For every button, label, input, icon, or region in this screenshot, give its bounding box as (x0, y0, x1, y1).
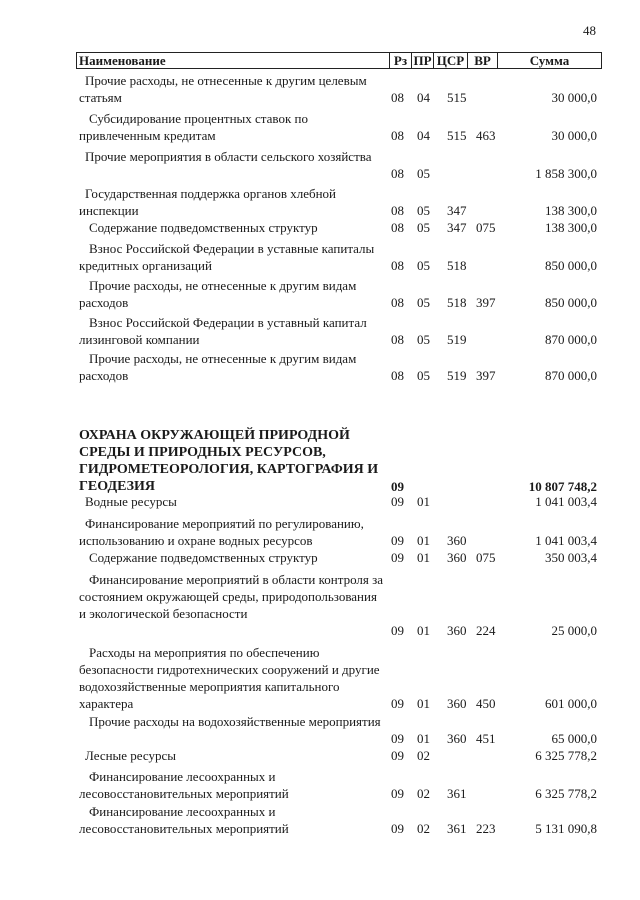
row-pr: 02 (417, 786, 430, 801)
row-sum: 870 000,0 (545, 368, 597, 383)
row-name: Содержание подведомственных структур (89, 550, 318, 565)
row-pr: 01 (417, 731, 430, 746)
row-pr: 02 (417, 821, 430, 836)
row-name: Финансирование лесоохранных и лесовосстановительных мероприятий (79, 804, 289, 836)
row-rz: 09 (391, 623, 404, 638)
row-rz: 08 (391, 332, 404, 347)
row-pr: 05 (417, 203, 430, 218)
header-vr: ВР (467, 53, 497, 68)
row-vr: 224 (476, 623, 496, 638)
row-vr: 397 (476, 295, 496, 310)
row-pr: 01 (417, 696, 430, 711)
row-sum: 870 000,0 (545, 332, 597, 347)
row-sum: 65 000,0 (551, 731, 597, 746)
row-pr: 04 (417, 90, 430, 105)
row-name: Взнос Российской Федерации в уставный капитал лизинговой компании (79, 315, 367, 347)
row-name: Прочие мероприятия в области сельского хозяйства (85, 149, 372, 164)
row-vr: 075 (476, 550, 496, 565)
row-sum: 850 000,0 (545, 258, 597, 273)
row-vr: 450 (476, 696, 496, 711)
row-sum: 138 300,0 (545, 203, 597, 218)
row-sum: 6 325 778,2 (535, 748, 597, 763)
row-sum: 138 300,0 (545, 220, 597, 235)
row-name: Водные ресурсы (85, 494, 177, 509)
row-rz: 08 (391, 128, 404, 143)
row-pr: 01 (417, 494, 430, 509)
row-name: Финансирование мероприятий по регулированию, использованию и охране водных ресурсов (79, 516, 364, 548)
row-sum: 1 858 300,0 (535, 166, 597, 181)
row-sum: 1 041 003,4 (535, 533, 597, 548)
row-name: Прочие расходы, не отнесенные к другим видам расходов (79, 278, 357, 310)
row-csr: 518 (447, 258, 467, 273)
row-sum: 850 000,0 (545, 295, 597, 310)
row-csr: 360 (447, 731, 467, 746)
row-rz: 09 (391, 494, 404, 509)
row-sum: 30 000,0 (551, 90, 597, 105)
section-title: ОХРАНА ОКРУЖАЮЩЕЙ ПРИРОДНОЙ СРЕДЫ И ПРИРОДНЫХ РЕСУРСОВ, ГИДРОМЕТЕОРОЛОГИЯ, КАРТОГРАФИЯ И ГЕОДЕЗИЯ (79, 428, 379, 494)
row-rz: 08 (391, 295, 404, 310)
row-rz: 09 (391, 550, 404, 565)
row-sum: 6 325 778,2 (535, 786, 597, 801)
row-name: Расходы на мероприятия по обеспечению безопасности гидротехнических сооружений и другие водохозяйственные мероприятия капитального характера (79, 645, 380, 711)
row-pr: 05 (417, 332, 430, 347)
row-csr: 361 (447, 821, 467, 836)
row-pr: 05 (417, 258, 430, 273)
row-csr: 347 (447, 203, 467, 218)
row-sum: 1 041 003,4 (535, 494, 597, 509)
row-sum: 350 003,4 (545, 550, 597, 565)
row-rz: 09 (391, 731, 404, 746)
row-pr: 05 (417, 166, 430, 181)
row-csr: 515 (447, 90, 467, 105)
row-rz: 09 (391, 696, 404, 711)
row-rz: 09 (391, 748, 404, 763)
row-name: Прочие расходы, не отнесенные к другим видам расходов (79, 351, 357, 383)
row-name: Лесные ресурсы (85, 748, 176, 763)
header-csr: ЦСР (433, 53, 467, 68)
row-name: Субсидирование процентных ставок по привлеченным кредитам (79, 111, 308, 143)
row-name: Прочие расходы, не отнесенные к другим целевым статьям (79, 73, 367, 105)
row-rz: 08 (391, 166, 404, 181)
row-name: Финансирование мероприятий в области контроля за состоянием окружающей среды, природопользования и экологической безопасности (79, 572, 384, 621)
row-name: Взнос Российской Федерации в уставные капиталы кредитных организаций (79, 241, 375, 273)
row-vr: 223 (476, 821, 496, 836)
row-sum: 10 807 748,2 (528, 479, 597, 494)
row-name: Прочие расходы на водохозяйственные мероприятия (89, 714, 381, 729)
row-sum: 601 000,0 (545, 696, 597, 711)
row-csr: 515 (447, 128, 467, 143)
row-pr: 01 (417, 550, 430, 565)
row-sum: 25 000,0 (551, 623, 597, 638)
header-name: Наименование (79, 53, 166, 68)
row-pr: 01 (417, 623, 430, 638)
row-csr: 360 (447, 623, 467, 638)
header-pr: ПР (411, 53, 433, 68)
row-rz: 08 (391, 220, 404, 235)
row-name: Содержание подведомственных структур (89, 220, 318, 235)
row-rz: 09 (391, 786, 404, 801)
table-header (76, 52, 602, 69)
row-rz: 09 (391, 821, 404, 836)
row-pr: 05 (417, 295, 430, 310)
row-rz: 09 (391, 479, 404, 494)
row-sum: 5 131 090,8 (535, 821, 597, 836)
header-sum: Сумма (497, 53, 601, 68)
row-csr: 347 (447, 220, 467, 235)
row-rz: 08 (391, 258, 404, 273)
row-vr: 451 (476, 731, 496, 746)
row-rz: 08 (391, 368, 404, 383)
row-csr: 361 (447, 786, 467, 801)
row-csr: 360 (447, 533, 467, 548)
page-number: 48 (583, 23, 596, 38)
row-sum: 30 000,0 (551, 128, 597, 143)
row-pr: 01 (417, 533, 430, 548)
row-vr: 075 (476, 220, 496, 235)
row-csr: 360 (447, 696, 467, 711)
row-name: Государственная поддержка органов хлебной инспекции (79, 186, 336, 218)
row-rz: 08 (391, 90, 404, 105)
row-vr: 397 (476, 368, 496, 383)
header-rz: Рз (389, 53, 411, 68)
row-vr: 463 (476, 128, 496, 143)
row-pr: 02 (417, 748, 430, 763)
row-rz: 08 (391, 203, 404, 218)
row-pr: 05 (417, 368, 430, 383)
row-pr: 05 (417, 220, 430, 235)
row-csr: 360 (447, 550, 467, 565)
row-name: Финансирование лесоохранных и лесовосстановительных мероприятий (79, 769, 289, 801)
row-rz: 09 (391, 533, 404, 548)
row-csr: 519 (447, 332, 467, 347)
row-pr: 04 (417, 128, 430, 143)
row-csr: 518 (447, 295, 467, 310)
row-csr: 519 (447, 368, 467, 383)
